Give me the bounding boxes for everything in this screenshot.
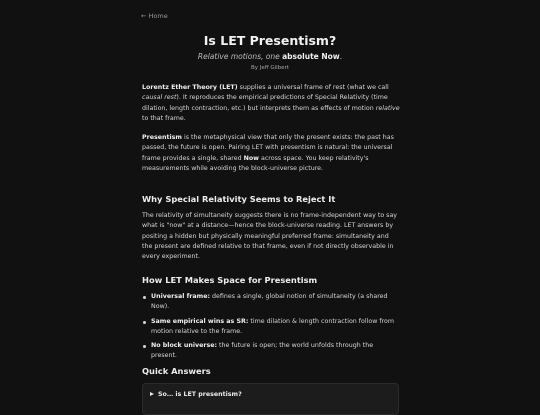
intro-p1-text-3: to that frame.: [142, 114, 186, 122]
intro-p2-text: is the metaphysical view that only the present exists: the past has passed, the future is open. Pairing LET with presentism is natural: the universal frame provides a single, shared: [142, 134, 394, 162]
intro-p1-text: supplies a universal frame of rest (what we call: [237, 84, 389, 91]
intro-p1-text-2: ). It reproduces the empirical predictions of Special Relativity (time dilation, length contraction, etc.) but interprets them as effects of motion: [142, 94, 388, 112]
subtitle-suffix: .: [339, 52, 343, 61]
item-text: defines a single, global notion of simultaneity (a shared Now).: [151, 293, 388, 311]
intro-paragraph-let: [142, 83, 400, 124]
faq-item[interactable]: [142, 383, 399, 415]
page-title: Is LET Presentism?: [203, 33, 337, 48]
section-heading-faq: Quick Answers: [142, 366, 211, 376]
intro-paragraph-presentism: [142, 133, 400, 174]
list-item: [142, 317, 400, 338]
let-feature-list: [142, 292, 400, 366]
section-heading-let: How LET Makes Space for Presentism: [142, 275, 318, 285]
subtitle-prefix: Relative motions, one: [197, 52, 283, 61]
presentism-term: Presentism: [142, 134, 182, 141]
item-label: No block universe:: [151, 342, 218, 350]
disclosure-triangle-icon: [150, 392, 154, 396]
relative-term: relative: [375, 104, 400, 112]
list-item: [142, 341, 400, 362]
now-term: Now: [243, 154, 259, 162]
item-text: time dilation & length contraction follow from motion relative to the frame.: [151, 317, 395, 335]
list-item: [142, 292, 400, 313]
subtitle-bold: absolute Now: [282, 52, 340, 61]
page-subtitle: [142, 52, 398, 61]
home-back-link[interactable]: ← Home: [141, 12, 168, 20]
byline: By Jeff Gilbert: [251, 65, 289, 71]
item-label: Same empirical wins as SR:: [151, 317, 249, 325]
faq-question: So… is LET presentism?: [158, 391, 242, 398]
item-label: Universal frame:: [151, 293, 211, 300]
section-sr-body: The relativity of simultaneity suggests there is no frame-independent way to say what is "now" at a distance—hence the block-universe reading. LET answers by positing a hidden but physically meaningful preferred frame: simultaneity and the present are defined relative to that frame, even if not directly observable in every experiment.: [142, 212, 398, 261]
let-term: Lorentz Ether Theory (LET): [142, 84, 238, 91]
faq-summary[interactable]: [150, 391, 242, 398]
causal-rest-term: causal rest: [142, 94, 177, 102]
intro-p2-text-2: across space. You keep relativity's measurements while avoiding the block-universe picture.: [142, 154, 369, 172]
item-text: the future is open; the world unfolds through the present.: [151, 342, 374, 360]
section-heading-sr: Why Special Relativity Seems to Reject It: [142, 194, 336, 204]
